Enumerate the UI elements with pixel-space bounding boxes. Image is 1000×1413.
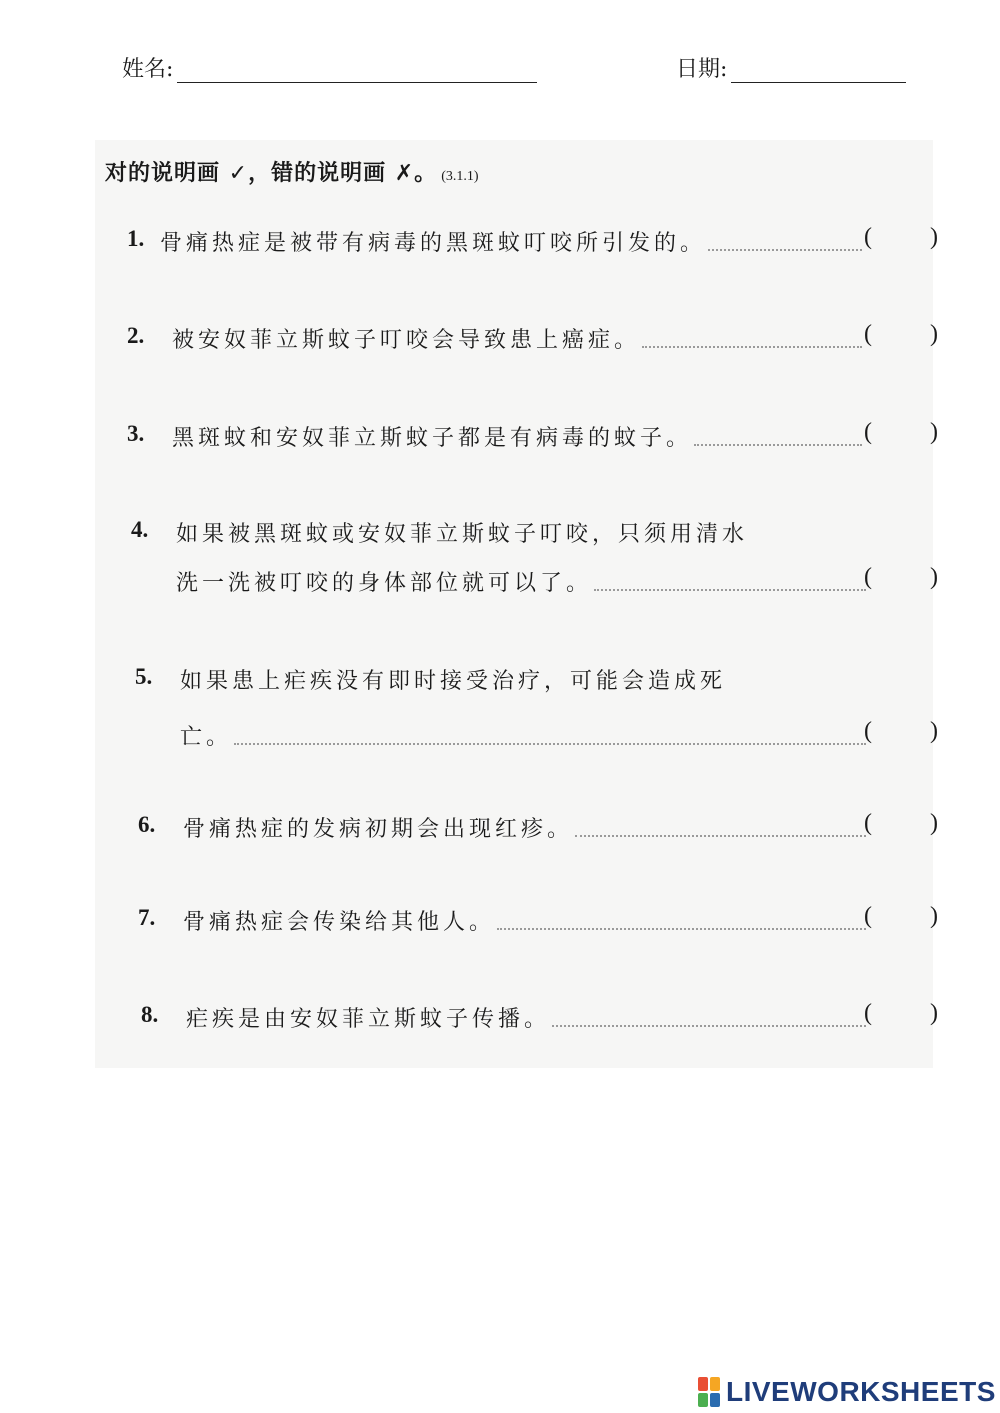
question-number: 5.	[135, 664, 153, 689]
question-text: 亡。	[180, 725, 233, 750]
dotted-leader	[642, 346, 862, 348]
question-number: 8.	[141, 1002, 159, 1027]
question-text: 被安奴菲立斯蚊子叮咬会导致患上癌症。	[172, 328, 641, 353]
answer-box[interactable]: ( )	[864, 810, 964, 836]
question-number: 7.	[138, 905, 156, 930]
question-text-line	[176, 566, 866, 597]
question-text-line	[172, 323, 862, 354]
answer-box[interactable]: ( )	[864, 718, 964, 744]
question-text-line	[180, 664, 726, 695]
question-text: 骨痛热症的发病初期会出现红疹。	[183, 817, 574, 842]
question-text: 疟疾是由安奴菲立斯蚊子传播。	[186, 1007, 551, 1032]
dotted-leader	[694, 444, 862, 446]
dotted-leader	[497, 928, 866, 930]
question-number: 6.	[138, 812, 156, 837]
question-text-line	[186, 1002, 866, 1033]
dotted-leader	[234, 743, 866, 745]
instruction	[105, 156, 479, 187]
question-text-line	[183, 812, 866, 843]
question-number: 2.	[127, 323, 145, 348]
question-text-line	[176, 517, 748, 548]
question-text-line	[180, 720, 866, 751]
answer-box[interactable]: ( )	[864, 419, 964, 445]
answer-box[interactable]: ( )	[864, 564, 964, 590]
question-number: 4.	[131, 517, 149, 542]
question-text-line	[183, 905, 866, 936]
dotted-leader	[552, 1025, 866, 1027]
liveworksheets-logo	[698, 1376, 996, 1408]
dotted-leader	[594, 589, 866, 591]
name-label: 姓名:	[122, 57, 174, 82]
question-text: 如果被黑斑蚊或安奴菲立斯蚊子叮咬，只须用清水	[176, 522, 749, 547]
question-text: 洗一洗被叮咬的身体部位就可以了。	[176, 571, 593, 596]
date-field	[676, 52, 906, 83]
question-text-line	[172, 421, 862, 452]
question-text: 骨痛热症是被带有病毒的黑斑蚊叮咬所引发的。	[160, 231, 707, 256]
question-text: 黑斑蚊和安奴菲立斯蚊子都是有病毒的蚊子。	[172, 426, 693, 451]
question-text: 如果患上疟疾没有即时接受治疗，可能会造成死	[180, 669, 727, 694]
question-text: 骨痛热症会传染给其他人。	[183, 910, 496, 935]
liveworksheets-logo-text: LIVEWORKSHEETS	[726, 1376, 996, 1407]
dotted-leader	[575, 835, 866, 837]
answer-box[interactable]: ( )	[864, 1000, 964, 1026]
answer-box[interactable]: ( )	[864, 903, 964, 929]
answer-box[interactable]: ( )	[864, 321, 964, 347]
question-number: 1.	[127, 226, 145, 251]
instruction-code: (3.1.1)	[441, 169, 479, 184]
dotted-leader	[708, 249, 862, 251]
name-field	[122, 52, 537, 83]
question-text-line	[160, 226, 862, 257]
answer-box[interactable]: ( )	[864, 224, 964, 250]
date-input-line[interactable]	[731, 54, 906, 83]
date-label: 日期:	[676, 57, 728, 82]
instruction-text: 对的说明画 ✓，错的说明画 ✗。	[105, 161, 438, 186]
liveworksheets-logo-icon	[698, 1377, 720, 1407]
question-number: 3.	[127, 421, 145, 446]
name-input-line[interactable]	[177, 54, 537, 83]
